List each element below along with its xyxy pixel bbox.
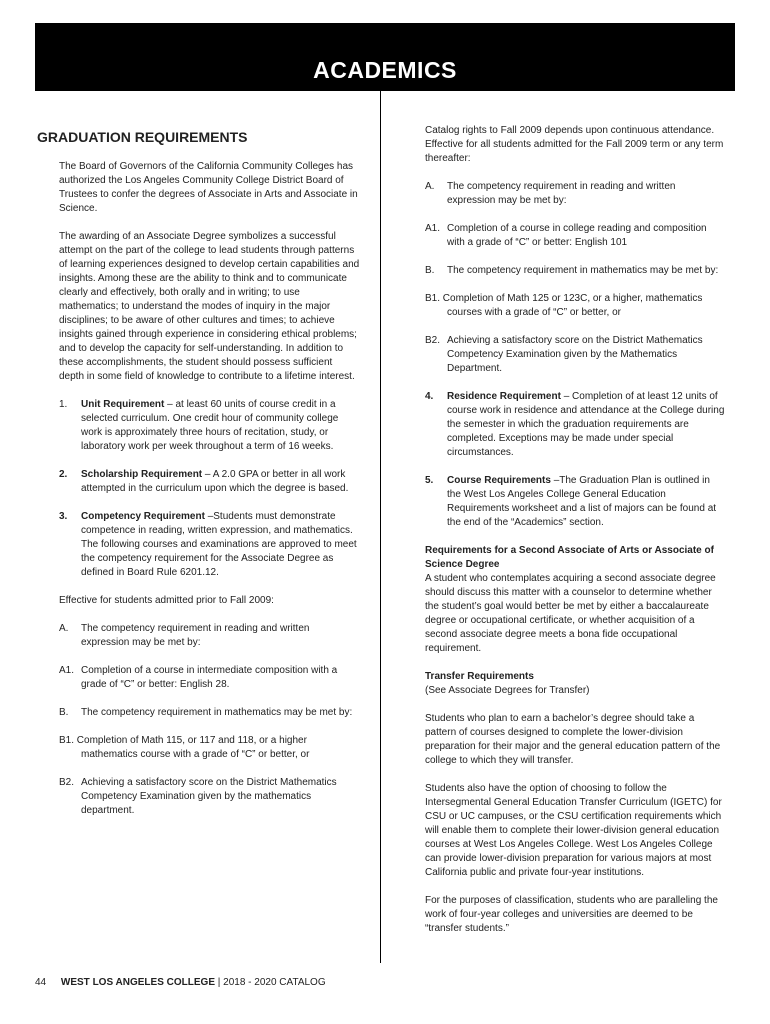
list-item: A. The competency requirement in reading and written expression may be met by: (425, 181, 676, 206)
column-divider (380, 91, 381, 963)
second-degree-heading: Requirements for a Second Associate of Arts or Associate of Science Degree (425, 545, 714, 570)
header-banner (35, 23, 735, 91)
transfer-heading: Transfer Requirements (425, 671, 534, 682)
list-item: A1. Completion of a course in intermediate composition with a grade of “C” or better: English 28. (59, 665, 338, 690)
unit-requirement-item: 1. Unit Requirement – at least 60 units of course credit in a selected curriculum. One credit hour of community college work is approximately three hours of recitation, study, or laboratory work per week throughout a term of 16 weeks. (59, 399, 339, 452)
intro-paragraph: The Board of Governors of the California Community Colleges has authorized the Los Angeles Community College District Board of Trustees to confer the degrees of Associate in Arts and Associate in Science. (59, 161, 358, 214)
list-item: B1. Completion of Math 115, or 117 and 118, or a higher mathematics course with a grade of “C” or better, or (59, 735, 310, 760)
section-heading: GRADUATION REQUIREMENTS (37, 129, 248, 145)
list-item: A. The competency requirement in reading and written expression may be met by: (59, 623, 310, 648)
transfer-paragraph: Students who plan to earn a bachelor’s degree should take a pattern of courses designed to complete the lower-division preparation for their major and the general education pattern of the college to which they will transfer. (425, 713, 721, 766)
page-number: 44 (35, 977, 47, 988)
transfer-paragraph: For the purposes of classification, students who are paralleling the work of four-year colleges and universities are deemed to be “transfer students.” (425, 895, 718, 934)
scholarship-requirement-item: 2. Scholarship Requirement – A 2.0 GPA or better in all work attempted in the curriculum upon which the degree is based. (59, 469, 349, 494)
second-degree-text: A student who contemplates acquiring a second associate degree should discuss this matter with a counselor to determine whether the student’s goal would better be met by either a baccalaureate degree or occupational certificate, or whether acquisition of a second associate degree meets a bona fide occupational requirement. (425, 573, 716, 654)
effective-prior-text: Effective for students admitted prior to Fall 2009: (59, 595, 274, 606)
list-item: B2. Achieving a satisfactory score on the District Mathematics Competency Examination given by the mathematics department. (59, 777, 337, 816)
transfer-subheading: (See Associate Degrees for Transfer) (425, 685, 590, 696)
transfer-paragraph: Students also have the option of choosing to follow the Intersegmental General Education Transfer Curriculum (IGETC) for CSU or UC campuses, or the CSU certification requirements which will enable them to complete their lower-division general education courses at West Los Angeles College. West Los Angeles College can provide lower-division preparation for various majors at most California public and private four-year institutions. (425, 783, 722, 878)
residence-requirement-item: 4. Residence Requirement – Completion of at least 12 units of course work in residence and attendance at the College during the semester in which the graduation requirements are completed. Exceptions may be made under special circumstances. (425, 391, 725, 458)
catalog-year: | 2018 - 2020 CATALOG (215, 977, 326, 988)
list-item: B2. Achieving a satisfactory score on the District Mathematics Competency Examination given by the Mathematics Department. (425, 335, 703, 374)
page-footer (35, 977, 326, 988)
left-column (35, 124, 360, 832)
competency-requirement-item: 3. Competency Requirement –Students must demonstrate competence in reading, written expression, and mathematics. The following courses and examinations are approved to meet the competency requirement for the Associate Degree as defined in Board Rule 6201.12. (59, 511, 357, 578)
course-requirements-item: 5. Course Requirements –The Graduation Plan is outlined in the West Los Angeles College General Education Requirements worksheet and a list of majors can be found at the end of the “Academics” section. (425, 475, 717, 528)
left-body (59, 160, 360, 818)
degree-paragraph: The awarding of an Associate Degree symbolizes a successful attempt on the part of the college to lead students through patterns of learning experiences designed to develop certain capabilities and insights. Among these are the ability to think and to communicate clearly and effectively, both orally and in writing; to use mathematics; to understand the modes of inquiry in the major disciplines; to be aware of other cultures and times; to achieve insights gained through experience in considering ethical problems; and to develop the capacity for self-understanding. In addition to these accomplishments, the student should possess sufficient depth in some field of knowledge to contribute to a lifetime interest. (59, 231, 360, 382)
page-title: ACADEMICS (313, 57, 457, 83)
list-item: B. The competency requirement in mathematics may be met by: (59, 707, 353, 718)
college-name: WEST LOS ANGELES COLLEGE (60, 977, 215, 988)
list-item: B1. Completion of Math 125 or 123C, or a higher, mathematics courses with a grade of “C” or better, or (425, 293, 703, 318)
right-column (425, 124, 725, 950)
catalog-rights-text: Catalog rights to Fall 2009 depends upon continuous attendance. Effective for all students admitted for the Fall 2009 term or any term thereafter: (425, 125, 724, 164)
list-item: B. The competency requirement in mathematics may be met by: (425, 265, 719, 276)
list-item: A1. Completion of a course in college reading and composition with a grade of “C” or better: English 101 (425, 223, 707, 248)
